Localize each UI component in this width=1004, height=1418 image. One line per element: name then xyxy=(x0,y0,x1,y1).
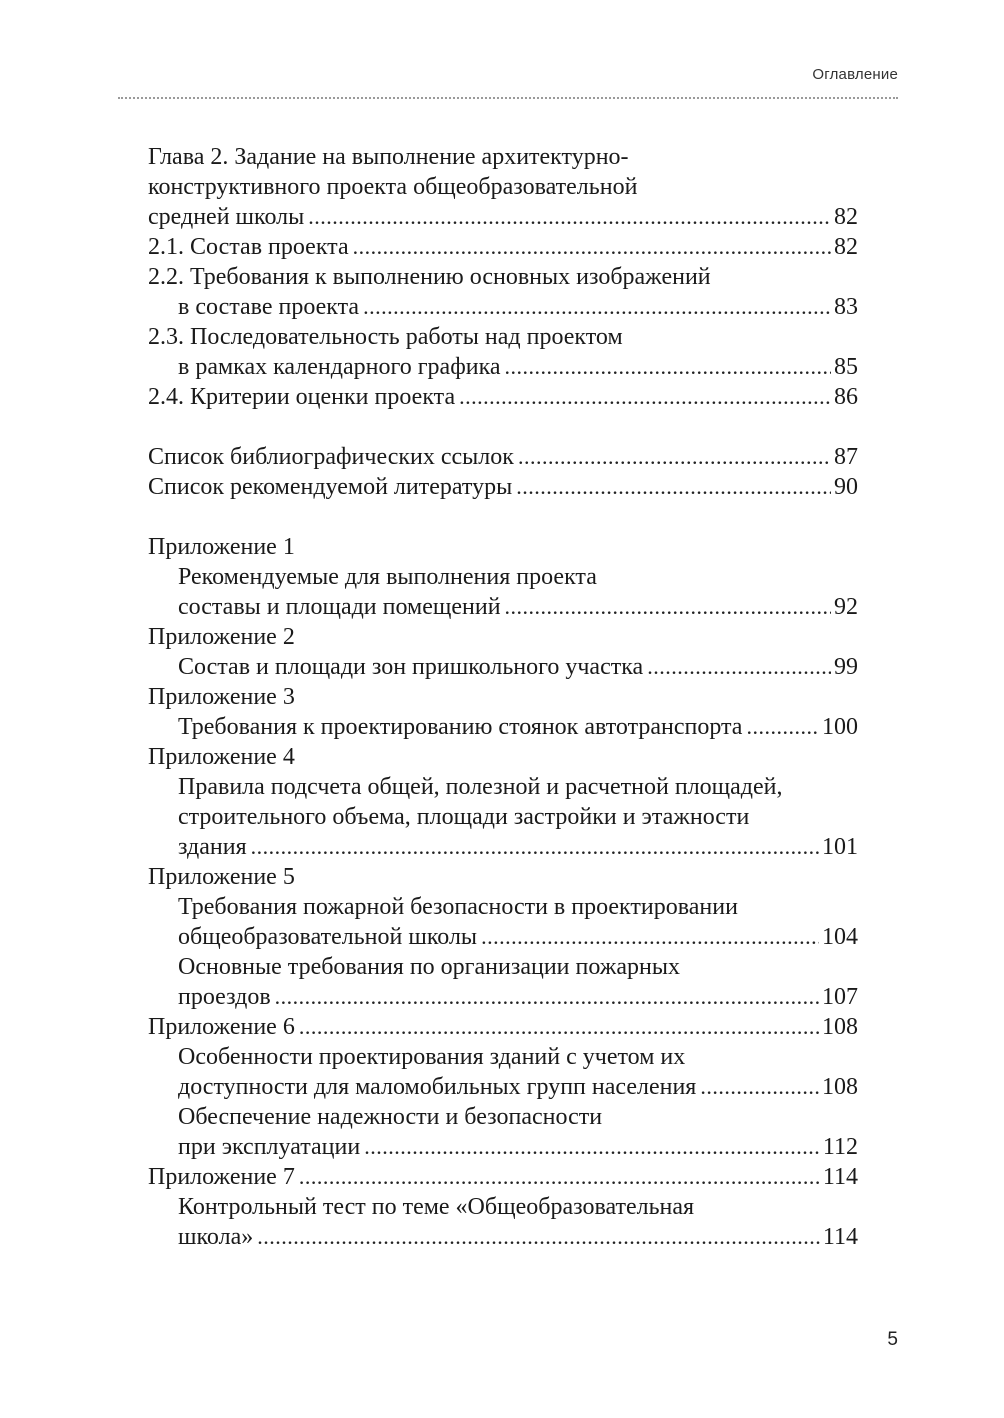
toc-appendix-4-title xyxy=(148,742,858,772)
leader-dots xyxy=(251,832,819,862)
toc-entry-text: строительного объема, площади застройки и этажности xyxy=(178,804,750,830)
toc-entry-text: 2.1. Состав проекта xyxy=(148,234,349,260)
toc-entry-text: Рекомендуемые для выполнения проекта xyxy=(178,564,597,590)
toc-entry-chapter-2[interactable] xyxy=(148,202,858,232)
leader-dots xyxy=(299,1162,820,1192)
leader-dots xyxy=(363,292,831,322)
toc-chapter-2-line-2 xyxy=(148,172,858,202)
toc-entry-text: Приложение 7 xyxy=(148,1164,295,1190)
toc-entry-2-1[interactable] xyxy=(148,232,858,262)
toc-entry-text: проездов xyxy=(178,984,271,1010)
leader-dots xyxy=(516,472,831,502)
toc-entry-text: Глава 2. Задание на выполнение архитектурно- xyxy=(148,144,629,170)
toc-entry-text: Приложение 3 xyxy=(148,684,295,710)
leader-dots xyxy=(505,592,831,622)
toc-appendix-2-title xyxy=(148,622,858,652)
toc-entry-literature[interactable] xyxy=(148,472,858,502)
toc-entry-text: 2.4. Критерии оценки проекта xyxy=(148,384,456,410)
toc-page-number: 90 xyxy=(834,474,858,500)
leader-dots xyxy=(275,982,819,1012)
toc-entry-text: конструктивного проекта общеобразовательной xyxy=(148,174,638,200)
toc-entry-text: Основные требования по организации пожарных xyxy=(178,954,680,980)
toc-page-number: 99 xyxy=(834,654,858,680)
toc-entry-text: Приложение 1 xyxy=(148,534,295,560)
toc-entry-appendix-6-1[interactable] xyxy=(148,1072,858,1102)
toc-entry-appendix-5-1[interactable] xyxy=(148,922,858,952)
spacer xyxy=(148,502,858,532)
toc-appendix-7-entry-line-1 xyxy=(148,1192,858,1222)
toc-entry-appendix-5-2[interactable] xyxy=(148,982,858,1012)
toc-entry-text: Приложение 5 xyxy=(148,864,295,890)
toc-page-number: 83 xyxy=(834,294,858,320)
leader-dots xyxy=(647,652,831,682)
toc-page-number: 112 xyxy=(822,1134,858,1160)
leader-dots xyxy=(746,712,819,742)
toc-entry-text: 2.2. Требования к выполнению основных изображений xyxy=(148,264,711,290)
toc-appendix-5-entry-2-line-1 xyxy=(148,952,858,982)
toc-page-number: 82 xyxy=(834,234,858,260)
toc-entry-text: Приложение 4 xyxy=(148,744,295,770)
toc-page-number: 87 xyxy=(834,444,858,470)
toc-page-number: 108 xyxy=(822,1014,858,1040)
toc-entry-2-3[interactable] xyxy=(148,352,858,382)
leader-dots xyxy=(308,202,831,232)
toc-entry-appendix-6-2[interactable] xyxy=(148,1132,858,1162)
toc-entry-text: Приложение 2 xyxy=(148,624,295,650)
toc-appendix-1-title xyxy=(148,532,858,562)
toc-entry-text: Приложение 6 xyxy=(148,1014,295,1040)
toc-entry-2-2[interactable] xyxy=(148,292,858,322)
toc-page-number: 107 xyxy=(822,984,858,1010)
toc-entry-text: в составе проекта xyxy=(178,294,360,320)
toc-appendix-3-title xyxy=(148,682,858,712)
leader-dots xyxy=(481,922,819,952)
leader-dots xyxy=(299,1012,819,1042)
page-number: 5 xyxy=(887,1329,898,1350)
toc-entry-appendix-3[interactable] xyxy=(148,712,858,742)
toc-entry-text: в рамках календарного графика xyxy=(178,354,501,380)
toc-entry-text: здания xyxy=(178,834,247,860)
toc-entry-text: Обеспечение надежности и безопасности xyxy=(178,1104,603,1130)
toc-entry-appendix-7[interactable] xyxy=(148,1162,858,1192)
toc-entry-appendix-1[interactable] xyxy=(148,592,858,622)
running-head-title: Оглавление xyxy=(812,66,898,83)
toc-entry-bibliography[interactable] xyxy=(148,442,858,472)
toc-appendix-4-entry-line-1 xyxy=(148,772,858,802)
toc-appendix-6-entry-1-line-1 xyxy=(148,1042,858,1072)
toc-page-number: 100 xyxy=(822,714,858,740)
table-of-contents xyxy=(148,142,858,1252)
toc-entry-text: школа» xyxy=(178,1224,254,1250)
toc-entry-text: Список рекомендуемой литературы xyxy=(148,474,513,500)
toc-page-number: 86 xyxy=(834,384,858,410)
spacer xyxy=(148,412,858,442)
toc-entry-text: доступности для маломобильных групп населения xyxy=(178,1074,697,1100)
toc-entry-text: Требования пожарной безопасности в проектировании xyxy=(178,894,738,920)
toc-page-number: 101 xyxy=(822,834,858,860)
toc-entry-text: при эксплуатации xyxy=(178,1134,361,1160)
toc-appendix-5-entry-1-line-1 xyxy=(148,892,858,922)
toc-appendix-4-entry-line-2 xyxy=(148,802,858,832)
toc-page-number: 114 xyxy=(822,1224,858,1250)
toc-appendix-1-entry-line-1 xyxy=(148,562,858,592)
toc-appendix-6-entry-2-line-1 xyxy=(148,1102,858,1132)
toc-entry-appendix-4[interactable] xyxy=(148,832,858,862)
leader-dots xyxy=(364,1132,820,1162)
toc-chapter-2-line-1 xyxy=(148,142,858,172)
toc-page-number: 114 xyxy=(822,1164,858,1190)
toc-entry-appendix-7-1[interactable] xyxy=(148,1222,858,1252)
leader-dots xyxy=(257,1222,820,1252)
toc-entry-text: Требования к проектированию стоянок автотранспорта xyxy=(178,714,743,740)
toc-entry-text: Состав и площади зон пришкольного участка xyxy=(178,654,644,680)
toc-entry-text: общеобразовательной школы xyxy=(178,924,478,950)
leader-dots xyxy=(700,1072,819,1102)
toc-entry-text: Особенности проектирования зданий с учетом их xyxy=(178,1044,686,1070)
leader-dots xyxy=(505,352,831,382)
toc-entry-text: Правила подсчета общей, полезной и расчетной площадей, xyxy=(178,774,783,800)
toc-entry-text: 2.3. Последовательность работы над проектом xyxy=(148,324,623,350)
toc-entry-2-3-line-1 xyxy=(148,322,858,352)
header-dotted-rule xyxy=(118,97,898,99)
toc-page-number: 108 xyxy=(822,1074,858,1100)
leader-dots xyxy=(353,232,831,262)
toc-appendix-5-title xyxy=(148,862,858,892)
toc-entry-2-2-line-1 xyxy=(148,262,858,292)
toc-entry-text: составы и площади помещений xyxy=(178,594,501,620)
toc-entry-appendix-6[interactable] xyxy=(148,1012,858,1042)
toc-page-number: 104 xyxy=(822,924,858,950)
leader-dots xyxy=(459,382,831,412)
toc-entry-text: Список библиографических ссылок xyxy=(148,444,514,470)
toc-page-number: 92 xyxy=(834,594,858,620)
leader-dots xyxy=(518,442,831,472)
toc-page-number: 82 xyxy=(834,204,858,230)
toc-entry-text: средней школы xyxy=(148,204,305,230)
toc-entry-2-4[interactable] xyxy=(148,382,858,412)
toc-entry-appendix-2[interactable] xyxy=(148,652,858,682)
toc-entry-text: Контрольный тест по теме «Общеобразовательная xyxy=(178,1194,695,1220)
toc-page-number: 85 xyxy=(834,354,858,380)
